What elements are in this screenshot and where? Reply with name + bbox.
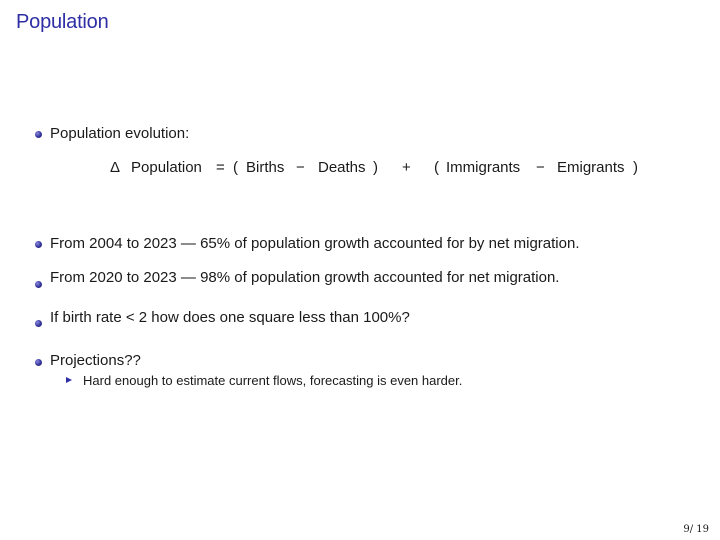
- eq-births: Births: [246, 159, 285, 176]
- eq-close-paren-2: ): [633, 159, 638, 176]
- page-total: 19: [696, 524, 709, 535]
- triangle-bullet-icon: [66, 377, 72, 383]
- page-current: 9: [683, 524, 690, 535]
- eq-emigrants: Emigrants: [557, 159, 625, 176]
- page-number: [683, 524, 709, 535]
- item-population-evolution: Population evolution:: [50, 125, 190, 142]
- eq-immigrants: Immigrants: [446, 159, 521, 176]
- page-separator: /: [689, 524, 694, 535]
- subitem-forecasting: Hard enough to estimate current flows, forecasting is even harder.: [83, 373, 463, 388]
- eq-minus-2: −: [536, 159, 545, 176]
- eq-population: Population: [131, 159, 202, 176]
- eq-close-paren-1: ): [373, 159, 378, 176]
- item-projections: Projections??: [50, 352, 141, 369]
- item-2020-2023: From 2020 to 2023 — 98% of population growth accounted for net migration.: [50, 269, 560, 286]
- bullet-icon: [35, 320, 42, 327]
- bullet-icon: [35, 281, 42, 288]
- page-title: Population: [16, 11, 109, 33]
- bullet-icon: [35, 359, 42, 366]
- eq-plus: +: [402, 159, 411, 176]
- eq-delta: Δ: [110, 159, 121, 176]
- eq-equals: =: [216, 159, 225, 176]
- bullet-icon: [35, 241, 42, 248]
- eq-open-paren-1: (: [233, 159, 238, 176]
- item-birth-rate: If birth rate < 2 how does one square less than 100%?: [50, 309, 410, 326]
- bullet-icon: [35, 131, 42, 138]
- item-2004-2023: From 2004 to 2023 — 65% of population growth accounted for by net migration.: [50, 235, 580, 252]
- eq-minus-1: −: [296, 159, 305, 176]
- eq-deaths: Deaths: [318, 159, 366, 176]
- eq-open-paren-2: (: [434, 159, 439, 176]
